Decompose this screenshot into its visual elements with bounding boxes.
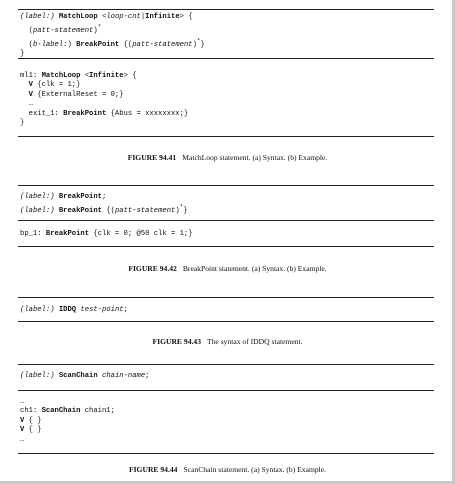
rule-bottom-fig-94-42 xyxy=(18,246,434,247)
figure-number: FIGURE 94.43 xyxy=(152,337,201,346)
code-line: … xyxy=(20,398,25,406)
code-line: V { } xyxy=(20,416,42,425)
figure-title: The syntax of IDDQ statement. xyxy=(207,337,303,346)
code-line: V {ExternalReset = 0;} xyxy=(28,90,124,99)
figure-title: ScanChain statement. (a) Syntax. (b) Example. xyxy=(183,465,327,474)
figure-number: FIGURE 94.41 xyxy=(127,153,177,162)
code-line: (b-label:) BreakPoint {(patt-statement)*} xyxy=(20,37,205,49)
code-line: (label:) ScanChain chain-name; xyxy=(20,372,150,380)
figure-caption-94-44 xyxy=(0,465,455,474)
code-line: (label:) MatchLoop <loop-cnt|Infinite> { xyxy=(20,13,193,21)
figure-title: MatchLoop statement. (a) Syntax. (b) Example. xyxy=(182,153,328,162)
code-line: (label:) BreakPoint {(patt-statement)*} xyxy=(20,203,188,215)
code-line: bp_1: BreakPoint {clk = 0; @50 clk = 1;} xyxy=(20,230,193,238)
code-line: V { } xyxy=(20,426,42,435)
figure-title: BreakPoint statement. (a) Syntax. (b) Example. xyxy=(182,264,327,273)
code-line: V {clk = 1;} xyxy=(28,81,81,90)
syntax-block-fig-94-41 xyxy=(20,13,205,59)
example-block-fig-94-41 xyxy=(20,72,188,128)
syntax-block-fig-94-43 xyxy=(20,306,128,315)
example-block-fig-94-44 xyxy=(20,398,115,445)
rule-bottom-fig-94-44 xyxy=(18,453,434,454)
rule-top-fig-94-42 xyxy=(18,185,434,186)
rule-top-fig-94-41 xyxy=(18,9,434,10)
rule-top-fig-94-44 xyxy=(18,364,434,365)
figure-caption-94-42 xyxy=(0,264,455,273)
rule-mid-fig-94-44 xyxy=(18,390,434,391)
figure-caption-94-43 xyxy=(0,337,455,346)
figure-number: FIGURE 94.42 xyxy=(128,264,177,273)
code-line: … xyxy=(20,100,33,109)
rule-mid-fig-94-42 xyxy=(18,220,434,221)
rule-mid-fig-94-41 xyxy=(18,58,434,59)
figure-number: FIGURE 94.44 xyxy=(128,465,178,474)
figure-caption-94-41 xyxy=(0,153,455,162)
rule-bottom-fig-94-43 xyxy=(18,321,434,322)
example-block-fig-94-42 xyxy=(20,230,193,239)
syntax-block-fig-94-44 xyxy=(20,372,149,381)
code-line: ml1: MatchLoop <Infinite> { xyxy=(20,72,137,80)
rule-bottom-fig-94-41 xyxy=(18,136,434,137)
code-line: … xyxy=(20,435,25,444)
code-line: (label:) BreakPoint; xyxy=(20,193,107,201)
code-line: (patt-statement)* xyxy=(20,23,102,35)
code-line: } xyxy=(20,50,25,58)
code-line: (label:) IDDQ test-point; xyxy=(20,306,128,314)
rule-top-fig-94-43 xyxy=(18,297,434,298)
code-line: exit_1: BreakPoint {Abus = xxxxxxxx;} xyxy=(20,109,189,118)
code-line: ch1: ScanChain chain1; xyxy=(20,407,115,416)
code-line: } xyxy=(20,119,25,128)
syntax-block-fig-94-42 xyxy=(20,193,188,216)
